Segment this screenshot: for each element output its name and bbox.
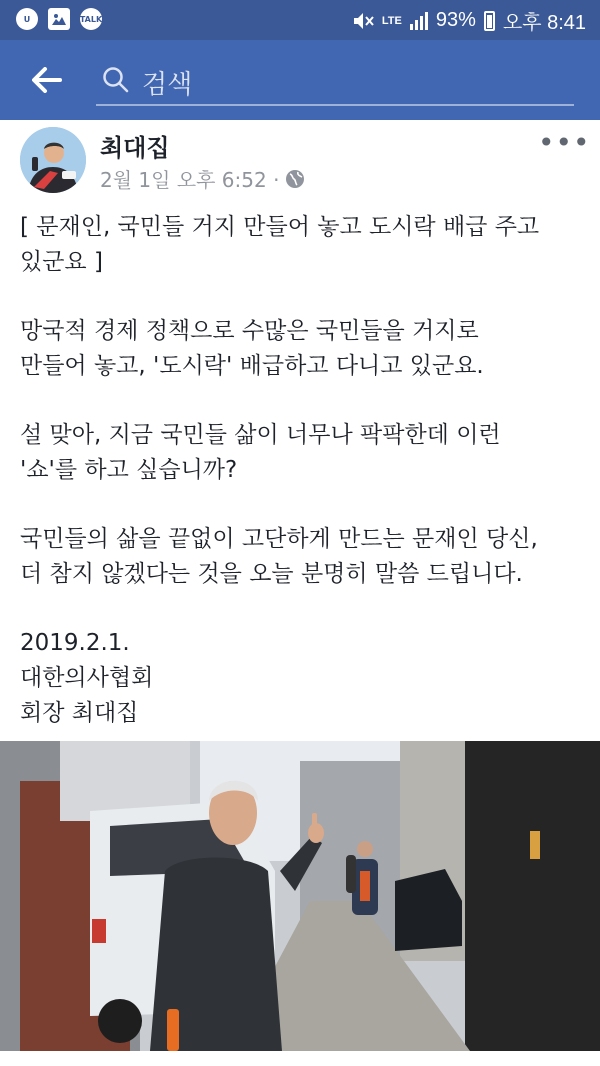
post-line: 망국적 경제 정책으로 수많은 국민들을 거지로 (20, 318, 479, 344)
talk-icon: TALK (80, 8, 102, 30)
post-line: 대한의사협회 (20, 665, 154, 691)
post-line: 2019.2.1. (20, 630, 130, 656)
post-line: '쇼'를 하고 싶습니까? (20, 457, 238, 483)
search-input[interactable]: 검색 (142, 70, 193, 100)
post-line: 국민들의 삶을 끝없이 고단하게 만드는 문재인 당신, (20, 526, 538, 552)
image-icon (48, 8, 70, 30)
search-icon (102, 66, 130, 94)
post-line: [ 문재인, 국민들 거지 만들어 놓고 도시락 배급 주고 (20, 214, 540, 240)
post-line: 설 맞아, 지금 국민들 삶이 너무나 팍팍한데 이런 (20, 422, 501, 448)
post-text (20, 210, 580, 731)
avatar[interactable] (20, 127, 86, 193)
clock: 오후 8:41 (502, 12, 586, 34)
back-button[interactable] (22, 60, 72, 100)
search-field[interactable] (96, 58, 574, 106)
post-author[interactable]: 최대집 (100, 134, 170, 162)
status-bar (0, 0, 600, 40)
post-meta (100, 164, 305, 193)
system-indicators (352, 6, 586, 35)
signal-icon (410, 12, 428, 30)
battery-icon (484, 11, 495, 31)
globe-icon (285, 169, 305, 189)
post-line: 만들어 놓고, '도시락' 배급하고 다니고 있군요. (20, 353, 484, 379)
mute-icon (352, 11, 374, 31)
post-line: 회장 최대집 (20, 700, 139, 726)
u-plus-icon: U (16, 8, 38, 30)
battery-percent: 93% (435, 9, 476, 31)
app-bar (0, 40, 600, 120)
post-line: 있군요 ] (20, 249, 103, 275)
back-arrow-icon (32, 67, 62, 93)
post-line: 더 참지 않겠다는 것을 오늘 분명히 말씀 드립니다. (20, 561, 523, 587)
notification-icons (16, 8, 102, 30)
post-photo[interactable] (0, 741, 600, 1051)
network-type: LTE (381, 14, 402, 27)
more-options-button[interactable]: ••• (538, 126, 591, 159)
post-date[interactable]: 2월 1일 오후 6:52 · (100, 168, 280, 192)
